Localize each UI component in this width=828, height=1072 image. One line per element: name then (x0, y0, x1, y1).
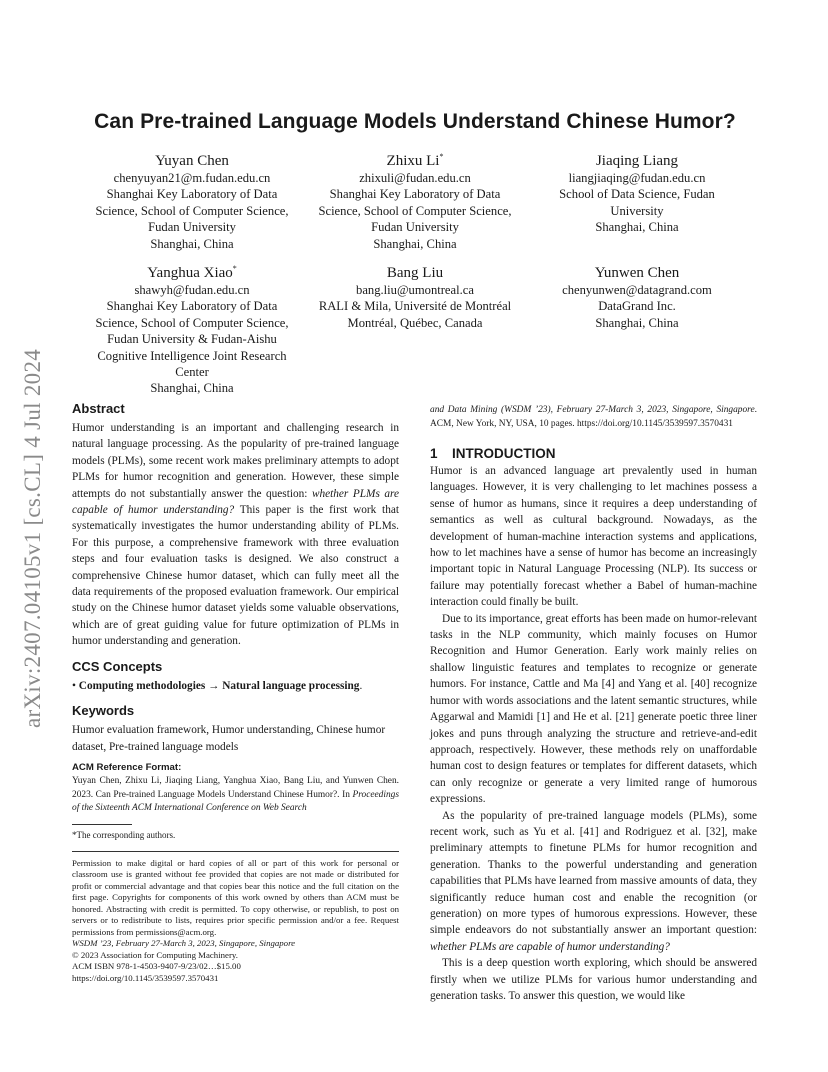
acm-reference (72, 761, 399, 816)
author-affiliation: Fudan University & Fudan-Aishu (107, 332, 277, 347)
abstract-text: Humor understanding is an important and challenging research in natural language processing. As the popularity of pre-trained language models (PLMs), some recent work makes preliminary attempts to adopt PLMs for humor recognition and generation. However, these simple attempts do not substantially answer the question: whether PLMs are capable of humor understanding? This paper is the first work that systematically investigates the humor understanding ability of PLMs. For this purpose, a comprehensive framework with three evaluation steps and four evaluation tasks is designed. We also construct a comprehensive Chinese humor dataset, which can fully meet all the data requirements of the proposed evaluation framework. Our empirical study on the Chinese humor dataset yields some valuable observations, which are of great guiding value for future optimization of PLMs in humor understanding and generation. (72, 422, 399, 648)
author-name: Yuyan Chen (155, 153, 229, 169)
author-block (522, 148, 752, 236)
author-name: Yunwen Chen (594, 265, 680, 281)
intro-paragraph: This is a deep question worth exploring, which should be answered firstly when we utilize PLMs for various humor understanding and generation tasks. To answer this question, we would like (430, 957, 757, 1002)
author-location: Shanghai, China (595, 220, 679, 235)
abstract-heading: Abstract (72, 401, 125, 416)
author-email[interactable]: chenyunwen@datagrand.com (562, 283, 712, 297)
author-email[interactable]: shawyh@fudan.edu.cn (134, 283, 250, 297)
author-email[interactable]: liangjiaqing@fudan.edu.cn (568, 171, 706, 185)
introduction-heading: 1 INTRODUCTION (430, 446, 556, 461)
author-affiliation: Center (175, 365, 209, 380)
author-email[interactable]: bang.liu@umontreal.ca (356, 283, 474, 297)
author-block (77, 260, 307, 397)
author-email[interactable]: zhixuli@fudan.edu.cn (359, 171, 471, 185)
author-affiliation: Fudan University (371, 220, 459, 235)
author-affiliation: University (610, 203, 664, 218)
acm-reference-text: Yuyan Chen, Zhixu Li, Jiaqing Liang, Yanghua Xiao, Bang Liu, and Yunwen Chen. 2023. Can Pre-trained Language Models Understand Chinese Humor?. In Proceedings of the Sixteenth ACM International Conference on Web Search (72, 776, 399, 814)
paper-title: Can Pre-trained Language Models Understand Chinese Humor? (94, 110, 736, 133)
doi-link[interactable]: https://doi.org/10.1145/3539597.3570431 (72, 972, 219, 983)
author-name: Zhixu Li* (386, 152, 444, 169)
arxiv-identifier: arXiv:2407.04105v1 [cs.CL] 4 Jul 2024 (20, 348, 45, 728)
author-affiliation: Fudan University (148, 220, 236, 235)
author-affiliation: Shanghai Key Laboratory of Data (106, 299, 278, 314)
conference-info: WSDM ’23, February 27-March 3, 2023, Singapore, Singapore (72, 938, 296, 949)
ccs-concepts: • Computing methodologies → Natural language processing. (72, 679, 363, 692)
author-location: Montréal, Québec, Canada (347, 315, 483, 330)
copyright-line: © 2023 Association for Computing Machinery. (72, 949, 238, 960)
author-block (300, 148, 530, 252)
author-affiliation: RALI & Mila, Université de Montréal (318, 299, 512, 314)
author-affiliation: Cognitive Intelligence Joint Research (97, 348, 287, 363)
author-affiliation: Shanghai Key Laboratory of Data (106, 187, 278, 202)
intro-paragraph: As the popularity of pre-trained language models (PLMs), some recent work, such as Yu et al. [41] and Rodriguez et al. [32], make preliminary attempts to finetune PLMs for humor recognition and generation. Thanks to the powerful understanding and generation capabilities that PLMs have learned from massive amounts of data, they significantly reduce human cost and enable the recognition (or generation) on more types of humorous expressions. However, these simple endeavors do not substantially answer an important question: whether PLMs are capable of humor understanding? (430, 809, 757, 953)
author-affiliation: Science, School of Computer Science, (95, 203, 289, 218)
author-affiliation: DataGrand Inc. (598, 299, 676, 314)
keywords-heading: Keywords (72, 703, 135, 719)
author-email[interactable]: chenyuyan21@m.fudan.edu.cn (113, 171, 271, 185)
keywords-text: Humor evaluation framework, Humor understanding, Chinese humor dataset, Pre-trained language models (72, 724, 386, 753)
author-affiliation: Shanghai Key Laboratory of Data (329, 187, 501, 202)
author-block (522, 260, 752, 331)
author-affiliation: Science, School of Computer Science, (95, 315, 289, 330)
author-location: Shanghai, China (150, 381, 234, 396)
author-affiliation: Science, School of Computer Science, (318, 203, 512, 218)
author-location: Shanghai, China (150, 236, 234, 251)
acm-reference-continuation: and Data Mining (WSDM ’23), February 27-March 3, 2023, Singapore, Singapore. ACM, New York, NY, USA, 10 pages. https://doi.org/10.1145/3539597.3570431 (430, 405, 757, 429)
left-column (72, 400, 399, 984)
permission-notice (72, 858, 399, 985)
intro-paragraph: Due to its importance, great efforts has been made on humor-relevant tasks in the NLP community, which mainly focuses on Humor Recognition and Humor Generation. Early work mainly relies on shallow linguistic features and templates to recognize or generate humors. For instance, Cattle and Ma [4] and Yang et al. [40] recognize humor with words associations and the latent semantic structures, while Aggarwal and Mamidi [1] and He et al. [21] generate poetic three liner jokes and puns through analyzing the structure and retrieve-and-edit approach, respectively. However, these methods rely on unaffordable human cost to design features or templates for different datasets, which can only recognize or generate a very limited range of humorous expressions. (430, 612, 757, 806)
acm-reference-heading: ACM Reference Format: (72, 761, 182, 773)
author-affiliation: School of Data Science, Fudan (559, 187, 715, 202)
author-block (77, 148, 307, 252)
footnote: *The corresponding authors. (72, 829, 176, 840)
footnote-divider (72, 824, 132, 825)
intro-paragraph: Humor is an advanced language art prevalently used in human languages. However, it is very challenging to let machines possess a sense of humor as humans, since it requires a deep understanding of semantics as well as cultural background. Nowadays, as the development of human-machine interaction systems and applications, how to let machines have a sense of humor has become an increasingly important topic in Natural Language Processing (NLP). Its success or failure may potentially forecast whether a Babel of human-machine interaction could finally be built. (430, 465, 757, 609)
isbn-line: ACM ISBN 978-1-4503-9407-9/23/02…$15.00 (72, 961, 241, 972)
author-block (300, 260, 530, 331)
ccs-heading: CCS Concepts (72, 658, 163, 674)
permission-divider (72, 851, 399, 852)
author-name: Yanghua Xiao* (147, 264, 237, 281)
right-column (430, 404, 757, 1004)
author-name: Jiaqing Liang (595, 153, 679, 169)
permission-text: Permission to make digital or hard copies of all or part of this work for personal or classroom use is granted without fee provided that copies are not made or distributed for profit or commercial advantage and that copies bear this notice and the full citation on the first page. Copyrights for components of this work owned by others than ACM must be honored. Abstracting with credit is permitted. To copy otherwise, or republish, to post on servers or to redistribute to lists, requires prior specific permission and/or a fee. Request permissions from permissions@acm.org. (72, 857, 399, 937)
author-location: Shanghai, China (595, 315, 679, 330)
author-location: Shanghai, China (373, 236, 457, 251)
author-name: Bang Liu (386, 265, 444, 281)
